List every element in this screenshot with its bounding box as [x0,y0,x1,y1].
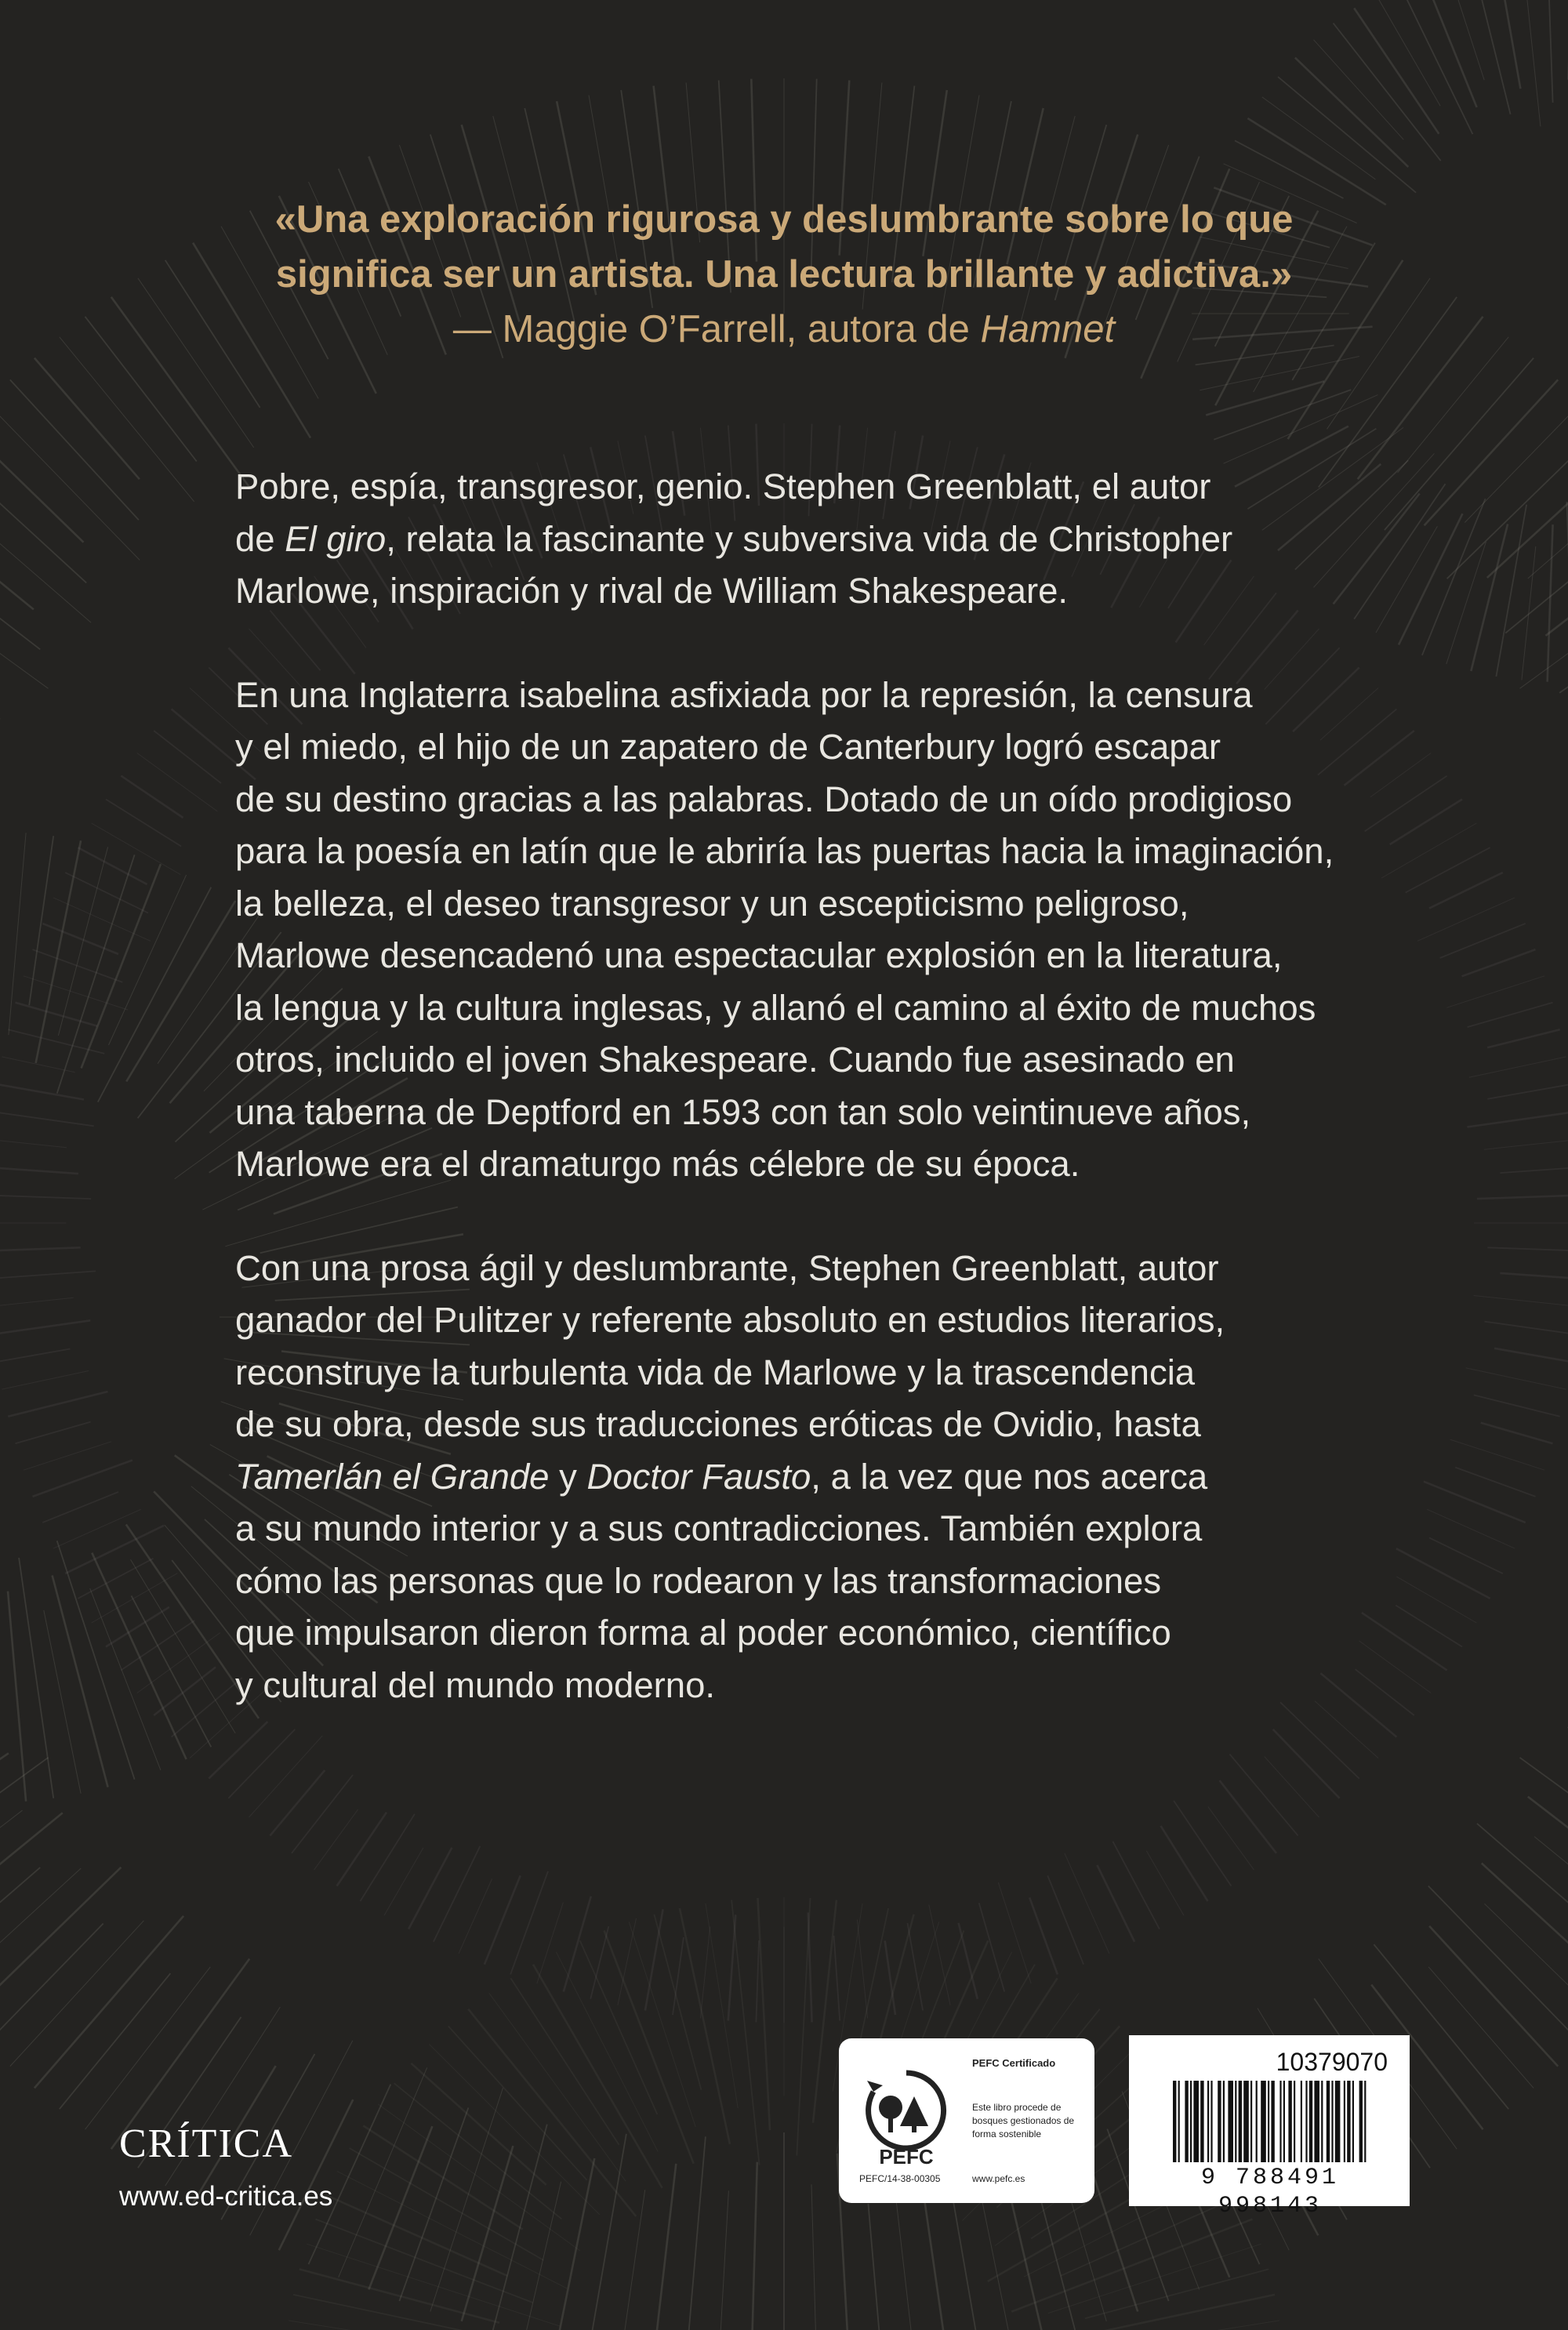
pefc-certification-label [839,2038,1094,2203]
text-line: ganador del Pulitzer y referente absoluto en estudios literarios, [235,1300,1225,1340]
text-line: otros, incluido el joven Shakespeare. Cuando fue asesinado en [235,1040,1235,1080]
barcode-bar [1344,2081,1345,2162]
attribution-work-title: Hamnet [980,308,1116,350]
text-line: Marlowe era el dramaturgo más célebre de su época. [235,1144,1080,1184]
text-line: Marlowe, inspiración y rival de William Shakespeare. [235,571,1069,611]
text-line: que impulsaron dieron forma al poder económico, científico [235,1613,1171,1653]
barcode-bar [1359,2081,1363,2162]
barcode-bar [1200,2081,1203,2162]
barcode-bar [1185,2081,1188,2162]
text-line: , a la vez que nos acerca [811,1456,1208,1497]
text-line: Marlowe desencadenó una espectacular explosión en la literatura, [235,935,1283,975]
barcode-bar [1218,2081,1221,2162]
pefc-url: www.pefc.es [972,2173,1025,2184]
text-line: Pobre, espía, transgresor, genio. Stephen Greenblatt, el autor [235,466,1211,506]
back-cover-synopsis [235,461,1348,1763]
barcode-bar [1347,2081,1350,2162]
barcode-bar [1178,2081,1180,2162]
publisher-logo: CRÍTICA [119,2121,293,2166]
quote-line-2: significa ser un artista. Una lectura brillante y adictiva.» [275,253,1293,296]
text-line: y [549,1456,587,1497]
work-title: Tamerlán el Grande [235,1456,550,1497]
barcode-bar [1261,2081,1266,2162]
attribution-author: — Maggie O’Farrell, autora de [452,308,981,350]
text-line: una taberna de Deptford en 1593 con tan solo veintinueve años, [235,1091,1251,1132]
pefc-description: Este libro procede de bosques gestionados de forma sostenible [972,2102,1075,2139]
barcode-bar [1309,2081,1312,2162]
barcode-bar [1207,2081,1209,2162]
text-line: y cultural del mundo moderno. [235,1664,716,1705]
quote-line-1: «Una exploración rigurosa y deslumbrante sobre lo que [274,198,1294,241]
text-line: En una Inglaterra isabelina asfixiada por la represión, la censura [235,674,1253,715]
endorsement-quote [204,192,1364,357]
text-line: cómo las personas que lo rodearon y las transformaciones [235,1560,1162,1601]
barcode-bar [1235,2081,1236,2162]
publisher-block [119,2121,332,2216]
text-line: de [235,518,285,559]
barcode-bar [1190,2081,1192,2162]
barcode-bar [1239,2081,1242,2162]
publisher-url: www.ed-critica.es [119,2181,333,2212]
barcode-bar [1288,2081,1291,2162]
synopsis-paragraph-1 [235,461,1348,618]
barcode-bar [1364,2081,1366,2162]
barcode-bar [1279,2081,1281,2162]
synopsis-paragraph-3 [235,1243,1348,1712]
barcode-bar [1327,2081,1330,2162]
work-title: Doctor Fausto [586,1456,811,1497]
text-line: de su destino gracias a las palabras. Dotado de un oído prodigioso [235,778,1293,819]
barcode-bar [1256,2081,1258,2162]
text-line: reconstruye la turbulenta vida de Marlowe y la trascendencia [235,1352,1196,1392]
synopsis-paragraph-2 [235,670,1348,1191]
barcode-bar [1268,2081,1269,2162]
isbn-digits: 9 788491 998143 [1200,2165,1340,2219]
text-line: de su obra, desde sus traducciones eróticas de Ovidio, hasta [235,1404,1201,1444]
isbn-barcode-label [1129,2035,1410,2219]
pefc-logo-text: PEFC [879,2145,934,2168]
book-title: El giro [285,518,387,559]
text-line: para la poesía en latín que le abriría las puertas hacia la imaginación, [235,831,1334,871]
barcode-bar [1223,2081,1225,2162]
barcode-bars [1173,2081,1369,2167]
barcode-reference-number: 10379070 [1276,2048,1388,2076]
text-line: , relata la fascinante y subversiva vida de Christopher [386,518,1233,559]
barcode-bar [1193,2081,1199,2162]
text-line: la belleza, el deseo transgresor y un escepticismo peligroso, [235,883,1189,924]
text-line: a su mundo interior y a sus contradicciones. También explora [235,1508,1203,1548]
barcode-bar [1314,2081,1319,2162]
barcode-bar [1321,2081,1323,2162]
barcode-bar [1271,2081,1274,2162]
text-line: y el miedo, el hijo de un zapatero de Canterbury logró escapar [235,727,1221,767]
barcode-bar [1283,2081,1285,2162]
barcode-bar [1305,2081,1307,2162]
barcode-bar [1210,2081,1212,2162]
pefc-code: PEFC/14-38-00305 [859,2173,941,2184]
text-line: la lengua y la cultura inglesas, y allanó el camino al éxito de muchos [235,987,1316,1028]
barcode-bar [1243,2081,1249,2162]
barcode-bar [1294,2081,1295,2162]
barcode-bar [1331,2081,1333,2162]
barcode-bar [1228,2081,1233,2162]
barcode-bar [1301,2081,1302,2162]
pefc-tree-logo-icon [859,2068,953,2168]
barcode-bar [1173,2081,1176,2162]
barcode-bar [1250,2081,1252,2162]
barcode-bar [1335,2081,1341,2162]
barcode-bar [1352,2081,1354,2162]
quote-attribution [204,302,1364,357]
pefc-title: PEFC Certificado [972,2057,1056,2069]
text-line: Con una prosa ágil y deslumbrante, Stephen Greenblatt, autor [235,1247,1219,1288]
